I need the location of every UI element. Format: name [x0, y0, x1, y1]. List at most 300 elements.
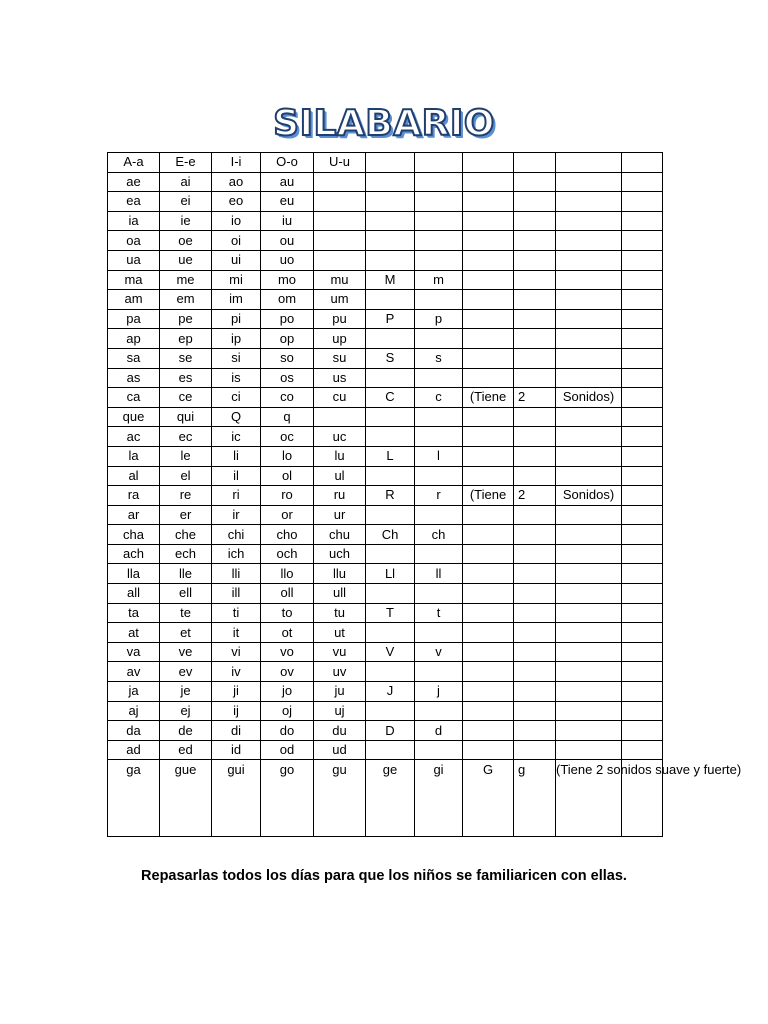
- table-cell: [366, 290, 415, 310]
- table-cell: da: [108, 721, 160, 741]
- table-cell: ch: [415, 525, 463, 545]
- table-cell: ll: [415, 564, 463, 584]
- table-cell: [622, 211, 663, 231]
- table-cell: [622, 701, 663, 721]
- table-cell: ull: [314, 584, 366, 604]
- table-cell: lla: [108, 564, 160, 584]
- table-cell: [622, 329, 663, 349]
- table-cell: Q: [212, 407, 261, 427]
- table-cell: oj: [261, 701, 314, 721]
- table-cell: M: [366, 270, 415, 290]
- table-cell: [556, 427, 622, 447]
- table-cell: L: [366, 446, 415, 466]
- table-cell: [514, 466, 556, 486]
- table-cell: [463, 603, 514, 623]
- table-cell: am: [108, 290, 160, 310]
- table-cell: [556, 603, 622, 623]
- table-cell: go: [261, 760, 314, 837]
- table-row: [108, 153, 663, 173]
- table-cell: io: [212, 211, 261, 231]
- table-cell: 2: [514, 388, 556, 408]
- table-row: [108, 525, 663, 545]
- table-cell: [514, 153, 556, 173]
- table-cell: ol: [261, 466, 314, 486]
- table-cell: [366, 662, 415, 682]
- table-cell: ai: [160, 172, 212, 192]
- table-cell: im: [212, 290, 261, 310]
- table-cell: [366, 544, 415, 564]
- table-cell: as: [108, 368, 160, 388]
- table-cell: id: [212, 740, 261, 760]
- table-cell: [556, 525, 622, 545]
- table-cell: us: [314, 368, 366, 388]
- table-cell: al: [108, 466, 160, 486]
- table-cell: [415, 368, 463, 388]
- table-cell: Ll: [366, 564, 415, 584]
- table-cell: eo: [212, 192, 261, 212]
- table-cell: uch: [314, 544, 366, 564]
- table-cell: ae: [108, 172, 160, 192]
- table-cell: ce: [160, 388, 212, 408]
- table-cell: l: [415, 446, 463, 466]
- table-cell: ao: [212, 172, 261, 192]
- table-row: [108, 348, 663, 368]
- table-cell: oa: [108, 231, 160, 251]
- table-cell: [463, 623, 514, 643]
- table-cell: [622, 368, 663, 388]
- table-cell: ic: [212, 427, 261, 447]
- table-cell: ach: [108, 544, 160, 564]
- table-cell: oll: [261, 584, 314, 604]
- table-cell: [463, 329, 514, 349]
- table-row: [108, 172, 663, 192]
- table-cell: [622, 662, 663, 682]
- table-cell: so: [261, 348, 314, 368]
- table-row: [108, 505, 663, 525]
- table-cell: [415, 250, 463, 270]
- table-cell: [556, 740, 622, 760]
- table-cell: [514, 446, 556, 466]
- table-cell: m: [415, 270, 463, 290]
- table-cell: vi: [212, 642, 261, 662]
- table-cell: um: [314, 290, 366, 310]
- table-cell: [514, 623, 556, 643]
- table-cell: ech: [160, 544, 212, 564]
- table-cell: ud: [314, 740, 366, 760]
- table-cell: [622, 427, 663, 447]
- table-cell: [556, 446, 622, 466]
- table-row: [108, 544, 663, 564]
- table-row: [108, 211, 663, 231]
- table-cell: do: [261, 721, 314, 741]
- table-cell: [622, 388, 663, 408]
- table-row: [108, 760, 663, 837]
- table-cell: [622, 740, 663, 760]
- table-row: [108, 270, 663, 290]
- table-cell: [463, 427, 514, 447]
- table-cell: au: [261, 172, 314, 192]
- table-cell: li: [212, 446, 261, 466]
- table-cell: [622, 642, 663, 662]
- table-cell: llu: [314, 564, 366, 584]
- table-cell: [463, 250, 514, 270]
- table-cell: [314, 231, 366, 251]
- table-cell: [415, 623, 463, 643]
- table-cell: [415, 329, 463, 349]
- table-cell: ga: [108, 760, 160, 837]
- table-cell: eu: [261, 192, 314, 212]
- table-cell: [556, 309, 622, 329]
- table-cell: S: [366, 348, 415, 368]
- table-cell: [463, 642, 514, 662]
- table-cell: el: [160, 466, 212, 486]
- table-cell: [622, 544, 663, 564]
- table-cell: [514, 603, 556, 623]
- table-cell: gui: [212, 760, 261, 837]
- table-cell: ut: [314, 623, 366, 643]
- table-cell: J: [366, 682, 415, 702]
- table-cell: [556, 211, 622, 231]
- table-cell: at: [108, 623, 160, 643]
- table-cell: [415, 584, 463, 604]
- table-cell: oe: [160, 231, 212, 251]
- table-cell: iv: [212, 662, 261, 682]
- table-cell: ar: [108, 505, 160, 525]
- table-cell: cho: [261, 525, 314, 545]
- table-cell: (Tiene 2 sonidos suave y fuerte): [556, 760, 622, 837]
- table-row: [108, 682, 663, 702]
- table-row: [108, 407, 663, 427]
- table-cell: [463, 505, 514, 525]
- table-cell: (Tiene: [463, 486, 514, 506]
- table-cell: [514, 368, 556, 388]
- table-cell: [622, 603, 663, 623]
- page-title: SILABARIO: [273, 103, 495, 144]
- table-row: [108, 192, 663, 212]
- table-cell: ep: [160, 329, 212, 349]
- table-cell: or: [261, 505, 314, 525]
- table-cell: [314, 250, 366, 270]
- table-cell: [463, 446, 514, 466]
- table-cell: ui: [212, 250, 261, 270]
- table-row: [108, 721, 663, 741]
- table-cell: [415, 505, 463, 525]
- table-cell: [514, 231, 556, 251]
- table-cell: [556, 544, 622, 564]
- table-cell: ij: [212, 701, 261, 721]
- table-cell: [622, 192, 663, 212]
- table-cell: [366, 329, 415, 349]
- table-row: [108, 427, 663, 447]
- table-cell: ec: [160, 427, 212, 447]
- table-cell: ap: [108, 329, 160, 349]
- table-cell: lo: [261, 446, 314, 466]
- table-cell: s: [415, 348, 463, 368]
- table-cell: [622, 172, 663, 192]
- table-cell: [622, 486, 663, 506]
- table-cell: ul: [314, 466, 366, 486]
- table-cell: [514, 584, 556, 604]
- table-row: [108, 290, 663, 310]
- table-cell: ju: [314, 682, 366, 702]
- table-cell: [514, 701, 556, 721]
- table-row: [108, 388, 663, 408]
- table-cell: [514, 427, 556, 447]
- table-cell: [366, 368, 415, 388]
- table-cell: ru: [314, 486, 366, 506]
- table-cell: [556, 505, 622, 525]
- table-cell: ua: [108, 250, 160, 270]
- table-cell: d: [415, 721, 463, 741]
- table-cell: [622, 584, 663, 604]
- table-cell: ell: [160, 584, 212, 604]
- table-cell: ve: [160, 642, 212, 662]
- table-cell: O-o: [261, 153, 314, 173]
- table-cell: uv: [314, 662, 366, 682]
- table-row: [108, 662, 663, 682]
- table-cell: gu: [314, 760, 366, 837]
- table-cell: gue: [160, 760, 212, 837]
- table-cell: v: [415, 642, 463, 662]
- table-cell: va: [108, 642, 160, 662]
- table-cell: ev: [160, 662, 212, 682]
- table-cell: [463, 662, 514, 682]
- table-cell: [314, 192, 366, 212]
- table-cell: cha: [108, 525, 160, 545]
- table-cell: [514, 270, 556, 290]
- table-cell: ra: [108, 486, 160, 506]
- table-cell: po: [261, 309, 314, 329]
- table-cell: op: [261, 329, 314, 349]
- table-cell: [463, 584, 514, 604]
- table-cell: [556, 407, 622, 427]
- table-cell: di: [212, 721, 261, 741]
- table-cell: ti: [212, 603, 261, 623]
- table-cell: g: [514, 760, 556, 837]
- table-cell: [463, 701, 514, 721]
- table-cell: es: [160, 368, 212, 388]
- table-cell: chu: [314, 525, 366, 545]
- syllable-table: [107, 152, 742, 837]
- table-row: [108, 231, 663, 251]
- table-cell: [415, 231, 463, 251]
- table-cell: Sonidos): [556, 388, 622, 408]
- table-cell: [314, 172, 366, 192]
- table-cell: ue: [160, 250, 212, 270]
- table-cell: se: [160, 348, 212, 368]
- table-row: [108, 486, 663, 506]
- table-row: [108, 564, 663, 584]
- table-cell: [514, 290, 556, 310]
- table-cell: [463, 192, 514, 212]
- table-cell: pa: [108, 309, 160, 329]
- table-cell: chi: [212, 525, 261, 545]
- table-cell: j: [415, 682, 463, 702]
- table-row: [108, 623, 663, 643]
- table-cell: su: [314, 348, 366, 368]
- table-row: [108, 603, 663, 623]
- table-cell: [622, 623, 663, 643]
- table-cell: me: [160, 270, 212, 290]
- table-cell: [622, 505, 663, 525]
- table-cell: ia: [108, 211, 160, 231]
- table-cell: ta: [108, 603, 160, 623]
- table-cell: [514, 544, 556, 564]
- table-cell: Sonidos): [556, 486, 622, 506]
- table-cell: [463, 740, 514, 760]
- table-row: [108, 446, 663, 466]
- table-cell: [556, 662, 622, 682]
- table-cell: ei: [160, 192, 212, 212]
- table-cell: ou: [261, 231, 314, 251]
- table-cell: G: [463, 760, 514, 837]
- table-cell: et: [160, 623, 212, 643]
- table-cell: sa: [108, 348, 160, 368]
- table-cell: [366, 231, 415, 251]
- table-cell: [366, 172, 415, 192]
- table-cell: [514, 564, 556, 584]
- table-cell: P: [366, 309, 415, 329]
- table-cell: up: [314, 329, 366, 349]
- table-cell: och: [261, 544, 314, 564]
- table-cell: [556, 584, 622, 604]
- table-cell: aj: [108, 701, 160, 721]
- table-cell: (Tiene: [463, 388, 514, 408]
- table-cell: [463, 172, 514, 192]
- table-cell: si: [212, 348, 261, 368]
- table-cell: [622, 348, 663, 368]
- table-row: [108, 329, 663, 349]
- table-cell: [556, 270, 622, 290]
- table-cell: [366, 153, 415, 173]
- table-cell: [463, 290, 514, 310]
- table-cell: [556, 701, 622, 721]
- table-cell: [556, 329, 622, 349]
- table-cell: [622, 153, 663, 173]
- table-cell: il: [212, 466, 261, 486]
- table-cell: t: [415, 603, 463, 623]
- table-cell: [463, 368, 514, 388]
- table-row: [108, 309, 663, 329]
- table-cell: R: [366, 486, 415, 506]
- table-cell: [556, 231, 622, 251]
- footer-note: Repasarlas todos los días para que los niños se familiaricen con ellas.: [141, 868, 627, 884]
- table-cell: c: [415, 388, 463, 408]
- table-cell: 2: [514, 486, 556, 506]
- table-cell: [314, 407, 366, 427]
- table-cell: [514, 407, 556, 427]
- table-cell: jo: [261, 682, 314, 702]
- table-cell: to: [261, 603, 314, 623]
- table-cell: [463, 544, 514, 564]
- table-cell: [463, 309, 514, 329]
- table-cell: [514, 172, 556, 192]
- table-cell: [622, 525, 663, 545]
- table-cell: lle: [160, 564, 212, 584]
- table-cell: I-i: [212, 153, 261, 173]
- table-cell: [415, 153, 463, 173]
- table-cell: [415, 407, 463, 427]
- table-cell: ad: [108, 740, 160, 760]
- table-cell: ac: [108, 427, 160, 447]
- table-cell: A-a: [108, 153, 160, 173]
- table-cell: [556, 290, 622, 310]
- table-cell: lli: [212, 564, 261, 584]
- table-cell: re: [160, 486, 212, 506]
- table-cell: os: [261, 368, 314, 388]
- table-cell: [314, 211, 366, 231]
- table-cell: [463, 153, 514, 173]
- table-cell: mu: [314, 270, 366, 290]
- table-cell: [514, 662, 556, 682]
- table-cell: iu: [261, 211, 314, 231]
- table-cell: uo: [261, 250, 314, 270]
- table-cell: [415, 211, 463, 231]
- table-cell: q: [261, 407, 314, 427]
- table-cell: [514, 329, 556, 349]
- table-cell: [463, 270, 514, 290]
- table-cell: cu: [314, 388, 366, 408]
- table-cell: [366, 740, 415, 760]
- table-row: [108, 466, 663, 486]
- table-cell: [556, 466, 622, 486]
- table-cell: C: [366, 388, 415, 408]
- table-cell: [556, 682, 622, 702]
- table-cell: [556, 192, 622, 212]
- table-cell: [366, 623, 415, 643]
- table-cell: ro: [261, 486, 314, 506]
- table-cell: er: [160, 505, 212, 525]
- table-cell: [514, 721, 556, 741]
- table-cell: [556, 642, 622, 662]
- table-cell: [514, 250, 556, 270]
- table-row: [108, 368, 663, 388]
- table-cell: tu: [314, 603, 366, 623]
- table-cell: [463, 564, 514, 584]
- table-cell: ov: [261, 662, 314, 682]
- table-cell: om: [261, 290, 314, 310]
- table-cell: [622, 446, 663, 466]
- table-cell: [366, 250, 415, 270]
- table-row: [108, 250, 663, 270]
- table-cell: [514, 348, 556, 368]
- table-cell: oc: [261, 427, 314, 447]
- table-cell: E-e: [160, 153, 212, 173]
- table-cell: la: [108, 446, 160, 466]
- table-cell: od: [261, 740, 314, 760]
- table-cell: ur: [314, 505, 366, 525]
- syllable-table-body: [108, 153, 742, 837]
- table-cell: ri: [212, 486, 261, 506]
- table-cell: [622, 231, 663, 251]
- table-cell: [622, 407, 663, 427]
- table-cell: [514, 192, 556, 212]
- table-cell: [463, 211, 514, 231]
- table-cell: mo: [261, 270, 314, 290]
- table-row: [108, 642, 663, 662]
- table-cell: te: [160, 603, 212, 623]
- table-cell: [514, 211, 556, 231]
- table-cell: ir: [212, 505, 261, 525]
- table-cell: pu: [314, 309, 366, 329]
- table-cell: [622, 682, 663, 702]
- table-cell: pi: [212, 309, 261, 329]
- table-cell: [366, 505, 415, 525]
- table-cell: all: [108, 584, 160, 604]
- table-cell: co: [261, 388, 314, 408]
- table-cell: av: [108, 662, 160, 682]
- table-cell: [415, 662, 463, 682]
